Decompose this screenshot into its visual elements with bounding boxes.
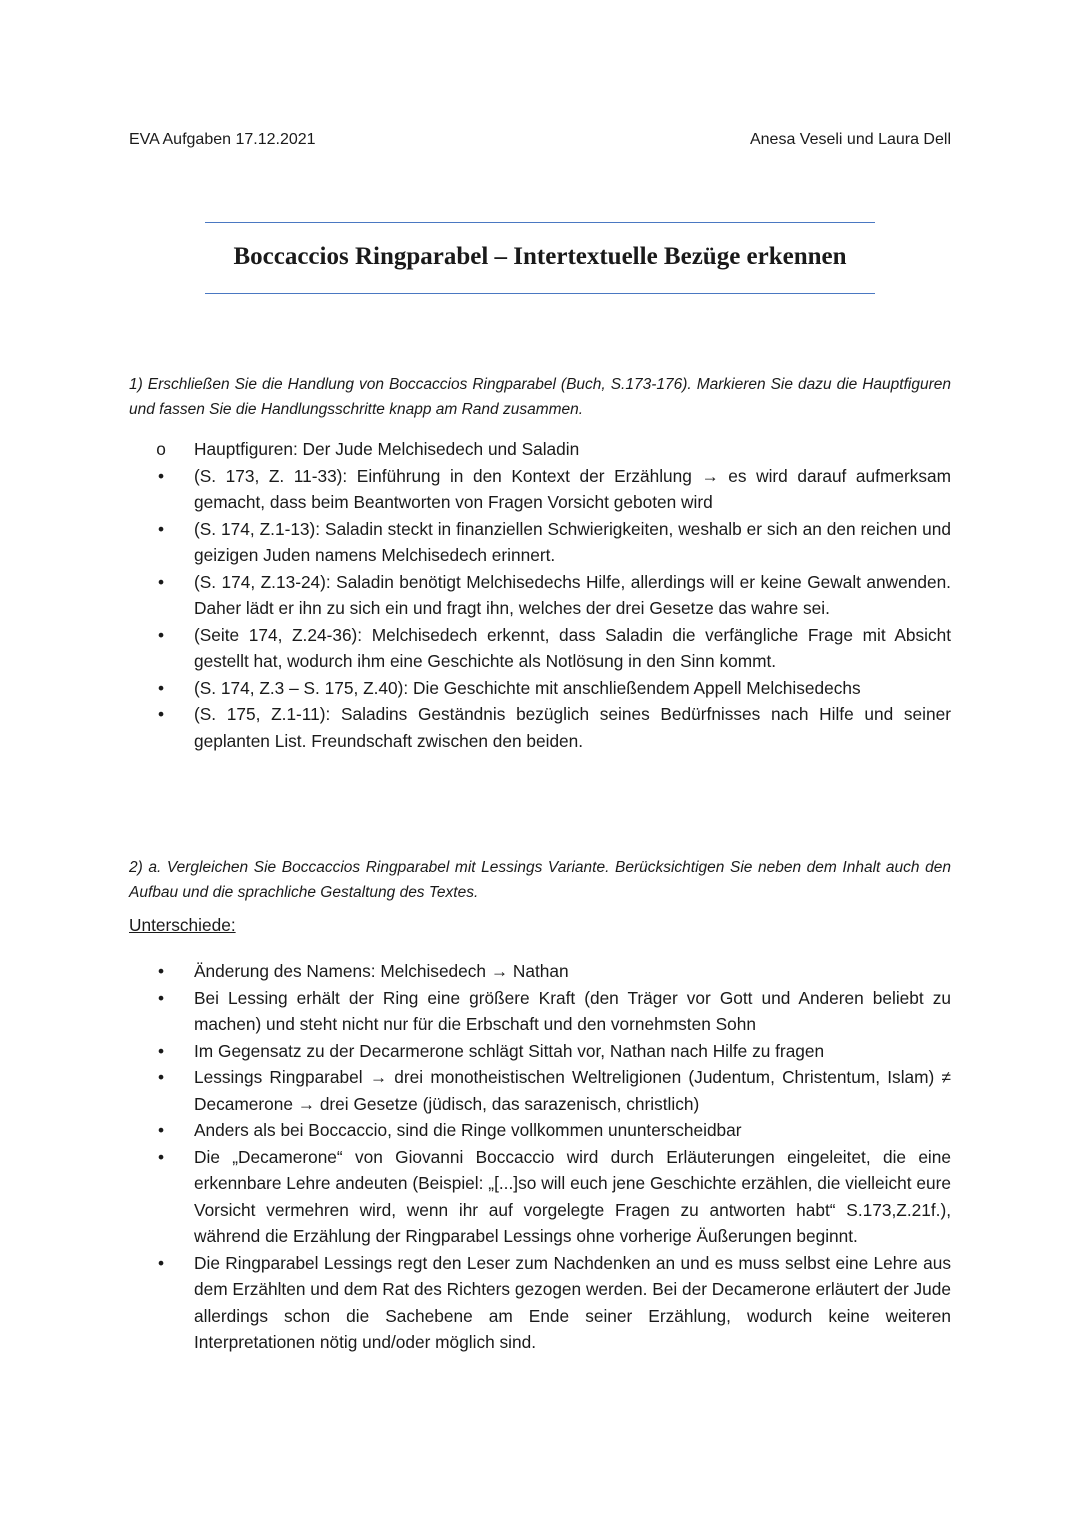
page-header <box>129 131 951 155</box>
list-item-text: (S. 174, Z.13-24): Saladin benötigt Melchisedechs Hilfe, allerdings will er keine Gewalt anwenden. Daher lädt er ihn zu sich ein und fragt ihn, welches der drei Gesetze das wahre sei. <box>194 571 951 618</box>
list-item-text: (S. 174, Z.1-13): Saladin steckt in finanziellen Schwierigkeiten, weshalb er sich an den reichen und geizigen Juden namens Melchisedech erinnert. <box>194 518 951 565</box>
list-item <box>129 675 951 702</box>
differences-heading: Unterschiede: <box>129 915 236 935</box>
list-marker: • <box>157 1120 165 1140</box>
task-2-prompt: 2) a. Vergleichen Sie Boccaccios Ringparabel mit Lessings Variante. Berücksichtigen Sie neben dem Inhalt auch den Aufbau und die sprachliche Gestaltung des Textes. <box>129 859 951 901</box>
list-marker: • <box>157 704 165 724</box>
page-title: Boccaccios Ringparabel – Intertextuelle Bezüge erkennen <box>233 243 847 270</box>
list-item <box>129 958 951 985</box>
list-item <box>129 1038 951 1065</box>
list-item-text: Bei Lessing erhält der Ring eine größere Kraft (den Träger vor Gott und Anderen beliebt zu machen) und steht nicht nur für die Erbschaft und den vornehmsten Sohn <box>194 987 951 1034</box>
list-item-text: Die Ringparabel Lessings regt den Leser zum Nachdenken an und es muss selbst eine Lehre aus dem Erzählten und dem Rat des Richters gezogen werden. Bei der Decamerone erläutert der Jude allerdings schon die Sachebene am Ende seiner Erzählung, wodurch keine weiteren Interpretationen nötig und/oder möglich sind. <box>194 1252 951 1352</box>
list-item <box>129 1144 951 1250</box>
list-marker: • <box>157 987 165 1008</box>
list-item <box>129 622 951 675</box>
list-item <box>129 1064 951 1117</box>
header-date: EVA Aufgaben 17.12.2021 <box>129 131 316 148</box>
header-authors: Anesa Veseli und Laura Dell <box>749 131 951 148</box>
list-item-text: (S. 173, Z. 11-33): Einführung in den Kontext der Erzählung → es wird darauf aufmerksam gemacht, dass beim Beantworten von Fragen Vorsicht geboten wird <box>194 465 951 512</box>
list-item-text: Änderung des Namens: Melchisedech → Nathan <box>194 961 569 981</box>
list-marker: • <box>157 1040 165 1061</box>
list-item-text: Lessings Ringparabel → drei monotheistischen Weltreligionen (Judentum, Christentum, Islam) ≠ Decamerone → drei Gesetze (jüdisch, das sarazenisch, christlich) <box>194 1067 951 1114</box>
list-marker: • <box>157 961 165 981</box>
list-marker: o <box>156 439 166 459</box>
list-item-text: Hauptfiguren: Der Jude Melchisedech und Saladin <box>194 439 580 459</box>
list-item <box>129 569 951 622</box>
task-1-list <box>129 436 951 754</box>
list-marker: • <box>157 624 165 645</box>
list-item-text: (Seite 174, Z.24-36): Melchisedech erkennt, dass Saladin die verfängliche Frage mit Absicht gestellt hat, wodurch ihm eine Geschichte als Notlösung in den Sinn kommt. <box>194 624 951 671</box>
list-marker: • <box>157 1146 165 1167</box>
list-item-text: Die „Decamerone“ von Giovanni Boccaccio wird durch Erläuterungen eingeleitet, die eine erkennbare Lehre andeuten (Beispiel: „[...]so will euch jene Geschichte erzählen, die vielleicht eure Vorsicht vermehren wird, wenn ihr auf vorgelegte Fragen zu antworten habt“ S.173,Z.21f.), während die Erzählung der Ringparabel Lessings ohne vorherige Äußerungen beginnt. <box>194 1146 951 1246</box>
list-marker: • <box>157 1067 165 1087</box>
list-item-text: (S. 174, Z.3 – S. 175, Z.40): Die Geschichte mit anschließendem Appell Melchisedechs <box>194 677 861 698</box>
list-item-text: (S. 175, Z.1-11): Saladins Geständnis bezüglich seines Bedürfnisses nach Hilfe und seiner geplanten List. Freundschaft zwischen den beiden. <box>194 704 951 751</box>
list-item-text: Im Gegensatz zu der Decarmerone schlägt Sittah vor, Nathan nach Hilfe zu fragen <box>194 1040 825 1061</box>
title-rule-top <box>205 222 875 223</box>
list-item <box>129 985 951 1038</box>
list-item <box>129 463 951 516</box>
list-marker: • <box>157 518 165 539</box>
list-marker: • <box>157 465 165 486</box>
list-item-text: Anders als bei Boccaccio, sind die Ringe vollkommen ununterscheidbar <box>194 1120 742 1140</box>
list-marker: • <box>157 571 165 592</box>
list-marker: • <box>157 677 165 698</box>
list-item <box>129 436 951 463</box>
task-2-list <box>129 958 951 1356</box>
list-item <box>129 1250 951 1356</box>
title-rule-bottom <box>205 293 875 294</box>
list-item <box>129 516 951 569</box>
list-marker: • <box>157 1252 165 1273</box>
list-item <box>129 1117 951 1144</box>
task-1-prompt: 1) Erschließen Sie die Handlung von Boccaccios Ringparabel (Buch, S.173-176). Markieren Sie dazu die Hauptfiguren und fassen Sie die Handlungsschritte knapp am Rand zusammen. <box>129 376 951 418</box>
list-item <box>129 701 951 754</box>
